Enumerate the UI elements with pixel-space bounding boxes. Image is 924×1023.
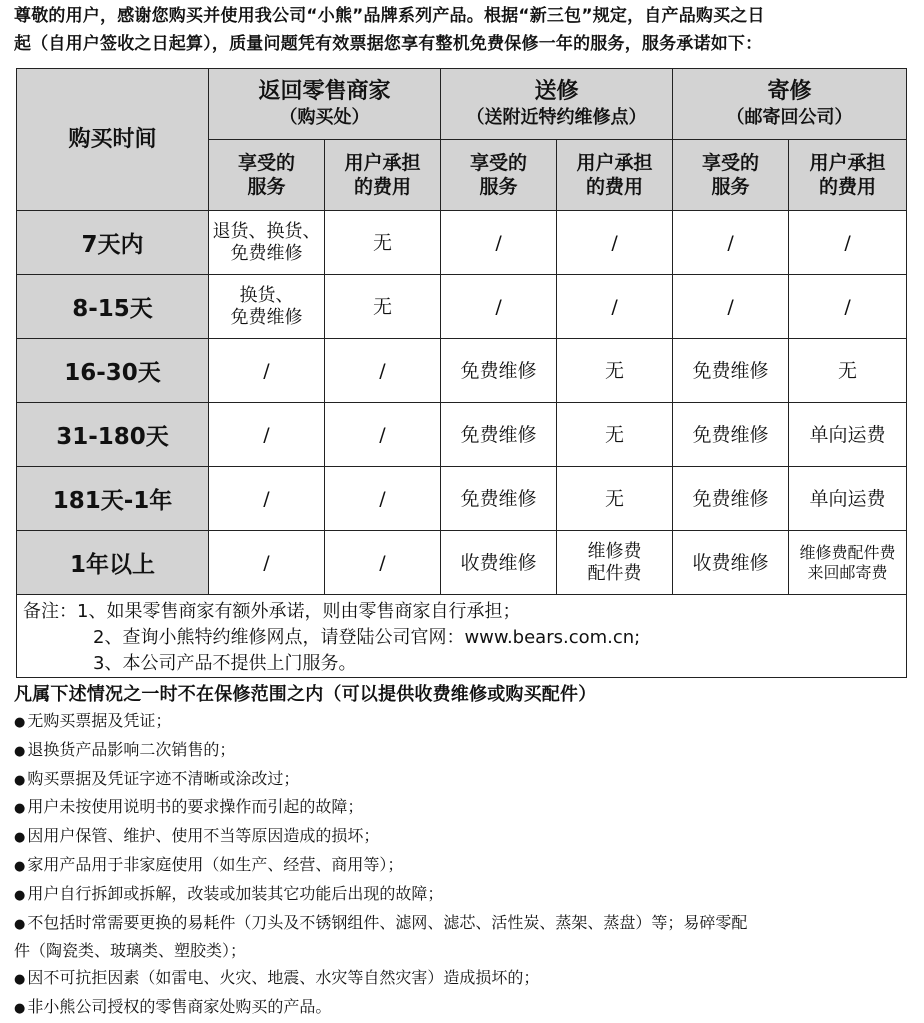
sub-header-service: 享受的 服务	[441, 140, 557, 211]
list-item	[14, 737, 914, 766]
list-item	[14, 766, 914, 795]
group-title: 寄修	[767, 79, 812, 104]
list-item-text: 非小熊公司授权的零售商家处购买的产品。	[27, 996, 332, 1016]
list-item-text: 不包括时常需要更换的易耗件（刀头及不锈钢组件、滤网、滤芯、活性炭、蒸架、蒸盘）等；易碎零配	[27, 912, 748, 932]
table-cell: 无	[557, 339, 673, 403]
sub-header-service: 享受的 服务	[209, 140, 325, 211]
list-item	[14, 965, 914, 994]
sub-header-cost: 用户承担 的费用	[325, 140, 441, 211]
list-item-text: 购买票据及凭证字迹不清晰或涂改过；	[27, 768, 300, 788]
group-header-retailer	[209, 69, 441, 140]
group-header-mail-in	[673, 69, 907, 140]
table-cell: /	[441, 211, 557, 275]
list-item-text: 因用户保管、维护、使用不当等原因造成的损坏；	[27, 826, 380, 846]
table-cell: /	[789, 211, 907, 275]
table-cell: 换货、 免费维修	[209, 275, 325, 339]
notes-cell	[17, 595, 907, 678]
period-cell: 1年以上	[17, 531, 209, 595]
table-cell: 无	[557, 403, 673, 467]
table-cell: 免费维修	[441, 339, 557, 403]
table-cell: 维修费配件费 来回邮寄费	[789, 531, 907, 595]
table-body	[17, 211, 907, 595]
table-cell: /	[209, 403, 325, 467]
list-item-text: 退换货产品影响二次销售的；	[27, 739, 236, 759]
period-header-label: 购买时间	[68, 126, 157, 152]
table-cell: 免费维修	[673, 339, 789, 403]
table-cell: /	[325, 339, 441, 403]
list-item	[14, 708, 914, 737]
group-subtitle: （送附近特约维修点）	[466, 107, 647, 128]
table-cell: 免费维修	[441, 403, 557, 467]
bullet-icon: ●	[14, 743, 26, 759]
table-cell: 维修费 配件费	[557, 531, 673, 595]
period-cell: 31-180天	[17, 403, 209, 467]
sub-header-cost: 用户承担 的费用	[789, 140, 907, 211]
exclusions-title: 凡属下述情况之一时不在保修范围之内（可以提供收费维修或购买配件）	[14, 684, 597, 705]
bullet-icon: ●	[14, 801, 26, 817]
list-item-text: 件（陶瓷类、玻璃类、塑胶类）；	[14, 941, 247, 961]
table-cell: /	[209, 339, 325, 403]
table-cell: /	[557, 275, 673, 339]
table-cell: 单向运费	[789, 403, 907, 467]
group-title: 送修	[534, 79, 579, 104]
notes-row	[17, 595, 907, 678]
intro-paragraph	[14, 2, 914, 58]
table-cell: /	[325, 467, 441, 531]
bullet-icon: ●	[14, 772, 26, 788]
table-row	[17, 339, 907, 403]
table-cell: 无	[325, 275, 441, 339]
table-cell: /	[789, 275, 907, 339]
list-item-text: 用户自行拆卸或拆解，改装或加装其它功能后出现的故障；	[27, 883, 444, 903]
bullet-icon: ●	[14, 1000, 26, 1016]
table-row	[17, 467, 907, 531]
intro-line: 起（自用户签收之日起算），质量问题凭有效票据您享有整机免费保修一年的服务，服务承诺如下：	[14, 34, 763, 54]
table-cell: 无	[325, 211, 441, 275]
table-cell: /	[209, 467, 325, 531]
bullet-icon: ●	[14, 715, 26, 730]
group-subtitle: （邮寄回公司）	[726, 107, 853, 128]
note-line: 2、查询小熊特约维修网点，请登陆公司官网：www.bears.com.cn;	[93, 627, 641, 648]
table-cell: 退货、换货、 免费维修	[209, 211, 325, 275]
table-cell: 收费维修	[441, 531, 557, 595]
note-line: 备注：1、如果零售商家有额外承诺，则由零售商家自行承担；	[23, 601, 521, 622]
bullet-icon: ●	[14, 916, 26, 932]
table-cell: /	[557, 211, 673, 275]
table-cell: /	[325, 531, 441, 595]
period-cell: 8-15天	[17, 275, 209, 339]
bullet-icon: ●	[14, 830, 26, 846]
table-cell: /	[673, 275, 789, 339]
table-cell: 单向运费	[789, 467, 907, 531]
table-row	[17, 275, 907, 339]
table-cell: 无	[557, 467, 673, 531]
exclusions-list	[14, 708, 914, 1023]
table-cell: 免费维修	[673, 467, 789, 531]
bullet-icon: ●	[14, 972, 26, 988]
table-cell: /	[209, 531, 325, 595]
table-row	[17, 403, 907, 467]
list-item	[14, 910, 914, 939]
bullet-icon: ●	[14, 887, 26, 903]
table-cell: 免费维修	[441, 467, 557, 531]
warranty-table	[16, 68, 907, 678]
period-cell: 7天内	[17, 211, 209, 275]
note-line: 3、本公司产品不提供上门服务。	[93, 653, 357, 674]
group-title: 返回零售商家	[258, 79, 391, 104]
intro-line: 尊敬的用户，感谢您购买并使用我公司“小熊”品牌系列产品。根据“新三包”规定，自产品购买之日	[14, 6, 765, 26]
list-item	[14, 994, 914, 1023]
period-header	[17, 69, 209, 211]
table-cell: /	[325, 403, 441, 467]
sub-header-cost: 用户承担 的费用	[557, 140, 673, 211]
list-item	[14, 881, 914, 910]
list-item	[14, 938, 914, 965]
list-item-text: 家用产品用于非家庭使用（如生产、经营、商用等）；	[27, 854, 404, 874]
sub-header-service: 享受的 服务	[673, 140, 789, 211]
list-item	[14, 823, 914, 852]
period-cell: 16-30天	[17, 339, 209, 403]
list-item	[14, 794, 914, 823]
group-header-repair-center	[441, 69, 673, 140]
table-cell: /	[673, 211, 789, 275]
group-subtitle: （购买处）	[279, 107, 370, 128]
table-cell: 收费维修	[673, 531, 789, 595]
list-item-text: 因不可抗拒因素（如雷电、火灾、地震、水灾等自然灾害）造成损坏的；	[27, 968, 540, 988]
list-item-text: 无购买票据及凭证；	[27, 711, 172, 730]
list-item	[14, 852, 914, 881]
period-cell: 181天-1年	[17, 467, 209, 531]
list-item-text: 用户未按使用说明书的要求操作而引起的故障；	[27, 797, 364, 817]
table-cell: 免费维修	[673, 403, 789, 467]
table-cell: /	[441, 275, 557, 339]
table-row	[17, 211, 907, 275]
table-cell: 无	[789, 339, 907, 403]
table-row	[17, 531, 907, 595]
bullet-icon: ●	[14, 858, 26, 874]
